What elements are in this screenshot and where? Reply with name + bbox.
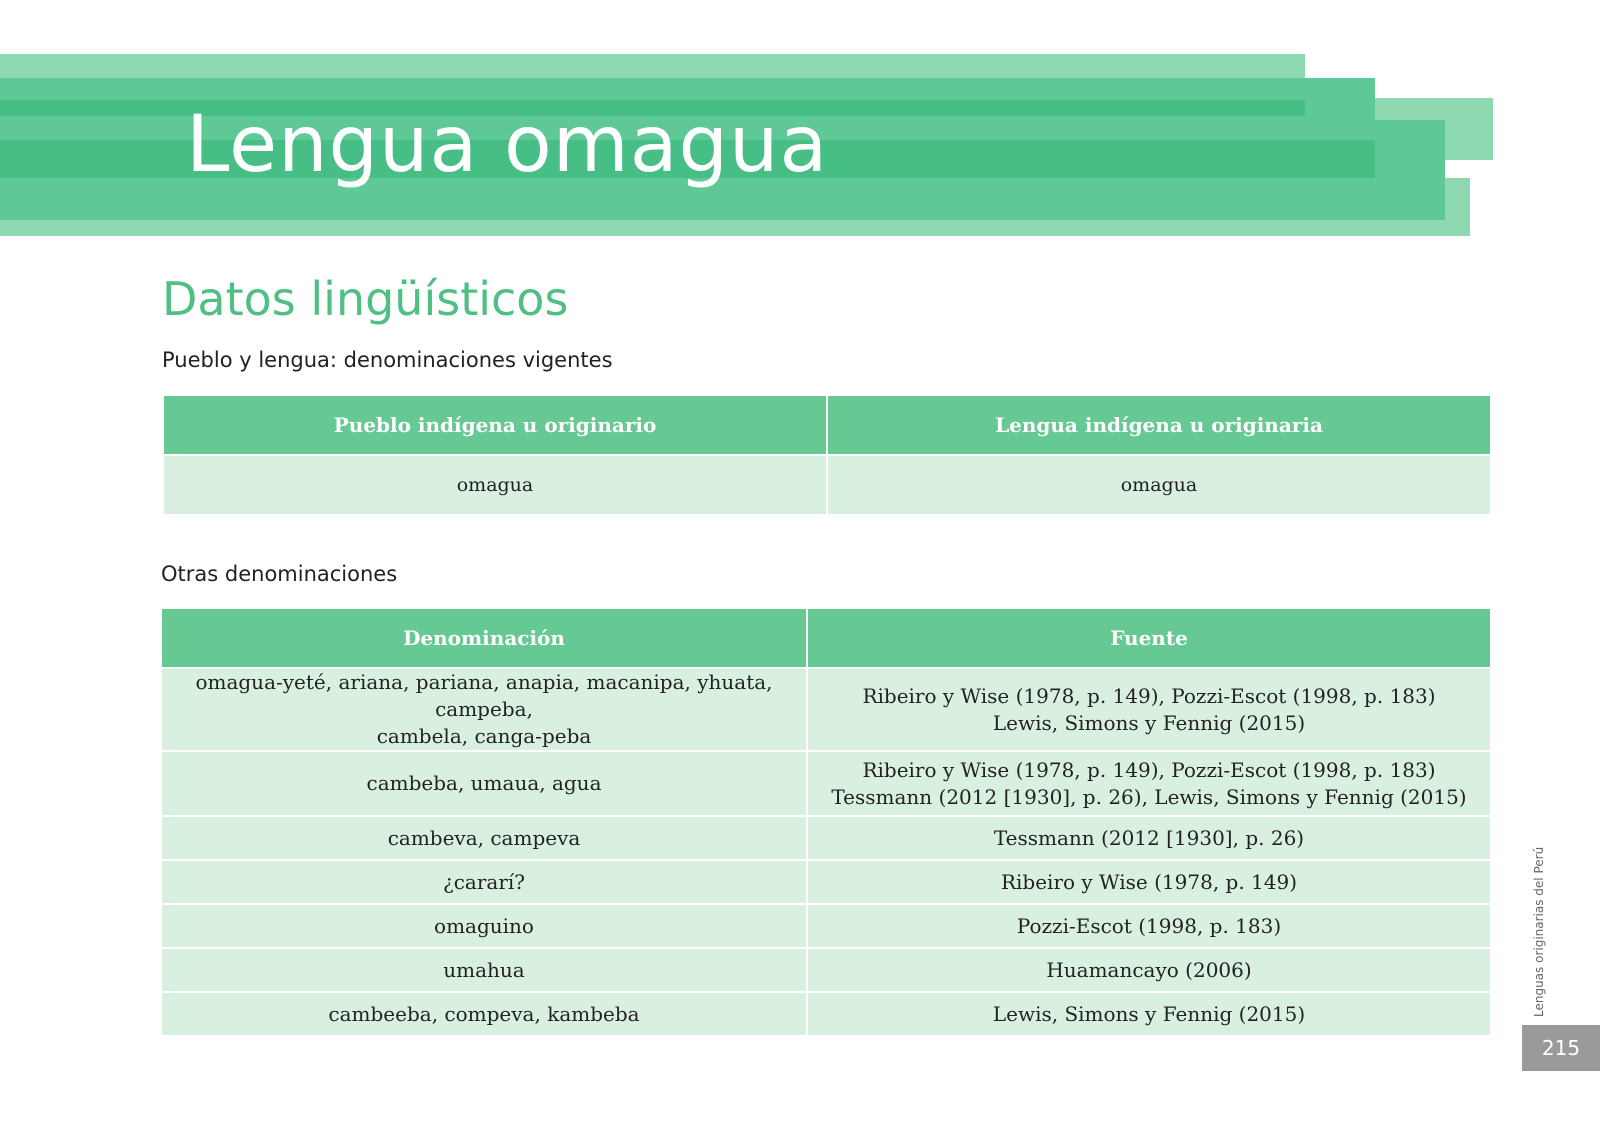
cell-fuente: Huamancayo (2006) (807, 948, 1491, 992)
cell-denominacion (161, 668, 807, 751)
cell-fuente: Tessmann (2012 [1930], p. 26) (807, 816, 1491, 860)
table-row (163, 455, 1491, 515)
page-number: 215 (1522, 1025, 1600, 1071)
table-row (161, 904, 1491, 948)
header-lengua: Lengua indígena u originaria (827, 395, 1491, 455)
cell-line: omagua-yeté, ariana, pariana, anapia, macanipa, yhuata, campeba, (195, 670, 773, 721)
cell-line: Lewis, Simons y Fennig (2015) (992, 710, 1306, 735)
running-footer: Lenguas originarias del Perú (1532, 846, 1546, 1017)
cell-denominacion: ¿cararí? (161, 860, 807, 904)
cell-lengua: omagua (827, 455, 1491, 515)
header-fuente: Fuente (807, 608, 1491, 668)
cell-line: Ribeiro y Wise (1978, p. 149), Pozzi-Escot (1998, p. 183) (862, 683, 1436, 708)
subheading-other-names: Otras denominaciones (161, 562, 398, 586)
section-title: Datos lingüísticos (162, 272, 569, 326)
table-row (161, 668, 1491, 751)
table-header-row (163, 395, 1491, 455)
header-denominacion: Denominación (161, 608, 807, 668)
cell-denominacion: omaguino (161, 904, 807, 948)
cell-fuente (807, 668, 1491, 751)
table-row (161, 992, 1491, 1036)
page-title: Lengua omagua (186, 100, 829, 190)
cell-pueblo: omagua (163, 455, 827, 515)
table-row (161, 816, 1491, 860)
subheading-current-names: Pueblo y lengua: denominaciones vigentes (162, 348, 613, 372)
table-row (161, 948, 1491, 992)
cell-fuente: Pozzi-Escot (1998, p. 183) (807, 904, 1491, 948)
header-pueblo: Pueblo indígena u originario (163, 395, 827, 455)
table-row (161, 751, 1491, 816)
cell-line: Tessmann (2012 [1930], p. 26), Lewis, Simons y Fennig (2015) (831, 784, 1467, 809)
other-names-table (160, 607, 1492, 1037)
table-header-row (161, 608, 1491, 668)
cell-line: cambeba, umaua, agua (366, 771, 602, 795)
cell-line: Ribeiro y Wise (1978, p. 149), Pozzi-Escot (1998, p. 183) (862, 757, 1436, 782)
cell-fuente: Ribeiro y Wise (1978, p. 149) (807, 860, 1491, 904)
cell-denominacion (161, 751, 807, 816)
cell-denominacion: cambeeba, compeva, kambeba (161, 992, 807, 1036)
table-row (161, 860, 1491, 904)
cell-fuente (807, 751, 1491, 816)
cell-denominacion: cambeva, campeva (161, 816, 807, 860)
cell-fuente: Lewis, Simons y Fennig (2015) (807, 992, 1491, 1036)
cell-denominacion: umahua (161, 948, 807, 992)
cell-line: cambela, canga-peba (376, 724, 592, 748)
current-names-table (162, 394, 1492, 516)
